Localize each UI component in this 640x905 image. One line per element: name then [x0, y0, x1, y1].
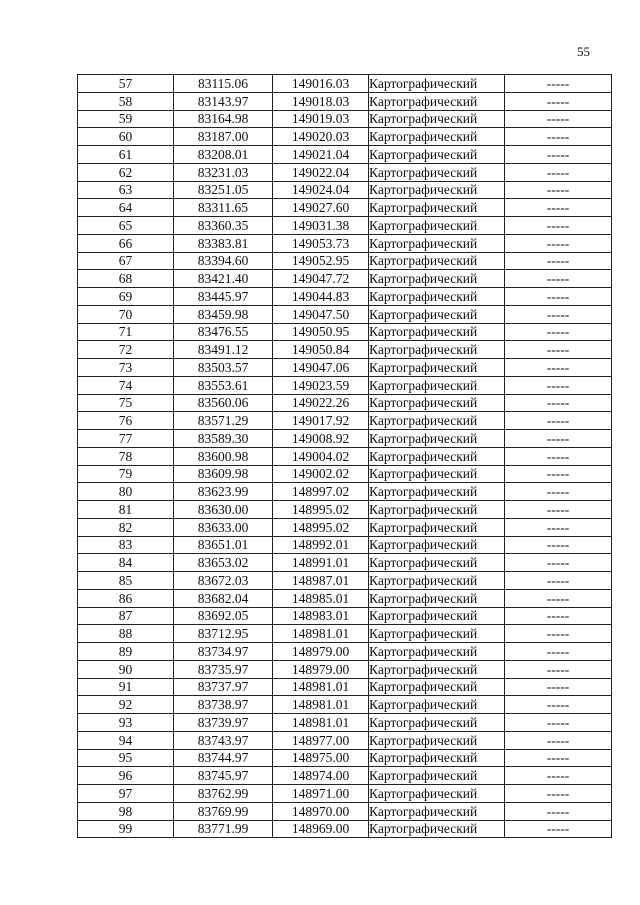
method-cell: Картографический: [369, 643, 505, 661]
x-coordinate-cell: 83311.65: [174, 199, 273, 217]
accuracy-cell: -----: [505, 501, 612, 519]
x-coordinate-cell: 83771.99: [174, 820, 273, 838]
y-coordinate-cell: 148987.01: [273, 572, 369, 590]
x-coordinate-cell: 83712.95: [174, 625, 273, 643]
point-number-cell: 78: [78, 447, 174, 465]
x-coordinate-cell: 83682.04: [174, 589, 273, 607]
table-row: [78, 341, 612, 359]
y-coordinate-cell: 149050.95: [273, 323, 369, 341]
method-cell: Картографический: [369, 359, 505, 377]
point-number-cell: 99: [78, 820, 174, 838]
point-number-cell: 76: [78, 412, 174, 430]
table-row: [78, 572, 612, 590]
y-coordinate-cell: 149053.73: [273, 234, 369, 252]
method-cell: Картографический: [369, 163, 505, 181]
method-cell: Картографический: [369, 110, 505, 128]
x-coordinate-cell: 83560.06: [174, 394, 273, 412]
accuracy-cell: -----: [505, 536, 612, 554]
accuracy-cell: -----: [505, 75, 612, 93]
table-row: [78, 785, 612, 803]
y-coordinate-cell: 149024.04: [273, 181, 369, 199]
y-coordinate-cell: 148981.01: [273, 678, 369, 696]
x-coordinate-cell: 83476.55: [174, 323, 273, 341]
y-coordinate-cell: 149019.03: [273, 110, 369, 128]
x-coordinate-cell: 83743.97: [174, 731, 273, 749]
point-number-cell: 57: [78, 75, 174, 93]
y-coordinate-cell: 149052.95: [273, 252, 369, 270]
accuracy-cell: -----: [505, 785, 612, 803]
method-cell: Картографический: [369, 92, 505, 110]
method-cell: Картографический: [369, 785, 505, 803]
method-cell: Картографический: [369, 75, 505, 93]
x-coordinate-cell: 83630.00: [174, 501, 273, 519]
point-number-cell: 67: [78, 252, 174, 270]
x-coordinate-cell: 83383.81: [174, 234, 273, 252]
x-coordinate-cell: 83737.97: [174, 678, 273, 696]
table-row: [78, 234, 612, 252]
point-number-cell: 69: [78, 288, 174, 306]
x-coordinate-cell: 83744.97: [174, 749, 273, 767]
point-number-cell: 73: [78, 359, 174, 377]
y-coordinate-cell: 149017.92: [273, 412, 369, 430]
point-number-cell: 81: [78, 501, 174, 519]
accuracy-cell: -----: [505, 234, 612, 252]
method-cell: Картографический: [369, 678, 505, 696]
method-cell: Картографический: [369, 412, 505, 430]
table-row: [78, 554, 612, 572]
table-row: [78, 731, 612, 749]
method-cell: Картографический: [369, 731, 505, 749]
x-coordinate-cell: 83445.97: [174, 288, 273, 306]
x-coordinate-cell: 83231.03: [174, 163, 273, 181]
accuracy-cell: -----: [505, 199, 612, 217]
table-row: [78, 110, 612, 128]
table-row: [78, 430, 612, 448]
accuracy-cell: -----: [505, 767, 612, 785]
accuracy-cell: -----: [505, 323, 612, 341]
y-coordinate-cell: 149047.50: [273, 305, 369, 323]
accuracy-cell: -----: [505, 92, 612, 110]
table-row: [78, 323, 612, 341]
y-coordinate-cell: 149022.26: [273, 394, 369, 412]
y-coordinate-cell: 149002.02: [273, 465, 369, 483]
point-number-cell: 58: [78, 92, 174, 110]
accuracy-cell: -----: [505, 128, 612, 146]
x-coordinate-cell: 83600.98: [174, 447, 273, 465]
accuracy-cell: -----: [505, 589, 612, 607]
y-coordinate-cell: 148975.00: [273, 749, 369, 767]
x-coordinate-cell: 83421.40: [174, 270, 273, 288]
point-number-cell: 97: [78, 785, 174, 803]
accuracy-cell: -----: [505, 394, 612, 412]
method-cell: Картографический: [369, 199, 505, 217]
method-cell: Картографический: [369, 625, 505, 643]
point-number-cell: 98: [78, 802, 174, 820]
accuracy-cell: -----: [505, 217, 612, 235]
x-coordinate-cell: 83394.60: [174, 252, 273, 270]
method-cell: Картографический: [369, 696, 505, 714]
point-number-cell: 87: [78, 607, 174, 625]
x-coordinate-cell: 83769.99: [174, 802, 273, 820]
y-coordinate-cell: 149004.02: [273, 447, 369, 465]
accuracy-cell: -----: [505, 163, 612, 181]
table-row: [78, 643, 612, 661]
y-coordinate-cell: 149031.38: [273, 217, 369, 235]
method-cell: Картографический: [369, 465, 505, 483]
y-coordinate-cell: 148991.01: [273, 554, 369, 572]
y-coordinate-cell: 148983.01: [273, 607, 369, 625]
y-coordinate-cell: 148971.00: [273, 785, 369, 803]
point-number-cell: 83: [78, 536, 174, 554]
table-row: [78, 181, 612, 199]
table-row: [78, 465, 612, 483]
x-coordinate-cell: 83745.97: [174, 767, 273, 785]
x-coordinate-cell: 83459.98: [174, 305, 273, 323]
y-coordinate-cell: 148969.00: [273, 820, 369, 838]
x-coordinate-cell: 83672.03: [174, 572, 273, 590]
y-coordinate-cell: 149023.59: [273, 376, 369, 394]
table-row: [78, 75, 612, 93]
y-coordinate-cell: 149016.03: [273, 75, 369, 93]
x-coordinate-cell: 83187.00: [174, 128, 273, 146]
accuracy-cell: -----: [505, 252, 612, 270]
x-coordinate-cell: 83651.01: [174, 536, 273, 554]
point-number-cell: 91: [78, 678, 174, 696]
table-row: [78, 447, 612, 465]
method-cell: Картографический: [369, 820, 505, 838]
y-coordinate-cell: 148979.00: [273, 660, 369, 678]
method-cell: Картографический: [369, 447, 505, 465]
table-row: [78, 376, 612, 394]
table-row: [78, 128, 612, 146]
x-coordinate-cell: 83609.98: [174, 465, 273, 483]
method-cell: Картографический: [369, 714, 505, 732]
x-coordinate-cell: 83208.01: [174, 146, 273, 164]
accuracy-cell: -----: [505, 820, 612, 838]
x-coordinate-cell: 83251.05: [174, 181, 273, 199]
y-coordinate-cell: 148995.02: [273, 518, 369, 536]
table-row: [78, 607, 612, 625]
y-coordinate-cell: 149050.84: [273, 341, 369, 359]
y-coordinate-cell: 148981.01: [273, 714, 369, 732]
table-row: [78, 483, 612, 501]
point-number-cell: 68: [78, 270, 174, 288]
point-number-cell: 59: [78, 110, 174, 128]
table-row: [78, 589, 612, 607]
method-cell: Картографический: [369, 430, 505, 448]
table-row: [78, 217, 612, 235]
accuracy-cell: -----: [505, 678, 612, 696]
accuracy-cell: -----: [505, 430, 612, 448]
point-number-cell: 79: [78, 465, 174, 483]
method-cell: Картографический: [369, 536, 505, 554]
y-coordinate-cell: 149021.04: [273, 146, 369, 164]
y-coordinate-cell: 149020.03: [273, 128, 369, 146]
table-row: [78, 270, 612, 288]
method-cell: Картографический: [369, 572, 505, 590]
accuracy-cell: -----: [505, 181, 612, 199]
table-row: [78, 696, 612, 714]
point-number-cell: 62: [78, 163, 174, 181]
accuracy-cell: -----: [505, 554, 612, 572]
y-coordinate-cell: 148985.01: [273, 589, 369, 607]
y-coordinate-cell: 148970.00: [273, 802, 369, 820]
point-number-cell: 90: [78, 660, 174, 678]
x-coordinate-cell: 83360.35: [174, 217, 273, 235]
accuracy-cell: -----: [505, 359, 612, 377]
y-coordinate-cell: 149047.06: [273, 359, 369, 377]
y-coordinate-cell: 148977.00: [273, 731, 369, 749]
y-coordinate-cell: 148997.02: [273, 483, 369, 501]
point-number-cell: 86: [78, 589, 174, 607]
table-row: [78, 660, 612, 678]
point-number-cell: 82: [78, 518, 174, 536]
method-cell: Картографический: [369, 270, 505, 288]
x-coordinate-cell: 83762.99: [174, 785, 273, 803]
point-number-cell: 75: [78, 394, 174, 412]
method-cell: Картографический: [369, 217, 505, 235]
point-number-cell: 92: [78, 696, 174, 714]
y-coordinate-cell: 148974.00: [273, 767, 369, 785]
table-row: [78, 252, 612, 270]
table-row: [78, 501, 612, 519]
point-number-cell: 66: [78, 234, 174, 252]
x-coordinate-cell: 83623.99: [174, 483, 273, 501]
method-cell: Картографический: [369, 749, 505, 767]
point-number-cell: 85: [78, 572, 174, 590]
accuracy-cell: -----: [505, 376, 612, 394]
x-coordinate-cell: 83692.05: [174, 607, 273, 625]
point-number-cell: 96: [78, 767, 174, 785]
y-coordinate-cell: 148981.01: [273, 625, 369, 643]
method-cell: Картографический: [369, 146, 505, 164]
point-number-cell: 93: [78, 714, 174, 732]
table-row: [78, 92, 612, 110]
accuracy-cell: -----: [505, 802, 612, 820]
accuracy-cell: -----: [505, 412, 612, 430]
method-cell: Картографический: [369, 554, 505, 572]
x-coordinate-cell: 83503.57: [174, 359, 273, 377]
method-cell: Картографический: [369, 128, 505, 146]
accuracy-cell: -----: [505, 625, 612, 643]
x-coordinate-cell: 83653.02: [174, 554, 273, 572]
accuracy-cell: -----: [505, 341, 612, 359]
table-row: [78, 749, 612, 767]
point-number-cell: 74: [78, 376, 174, 394]
method-cell: Картографический: [369, 607, 505, 625]
method-cell: Картографический: [369, 394, 505, 412]
table-row: [78, 163, 612, 181]
x-coordinate-cell: 83491.12: [174, 341, 273, 359]
accuracy-cell: -----: [505, 146, 612, 164]
table-row: [78, 199, 612, 217]
method-cell: Картографический: [369, 181, 505, 199]
table-row: [78, 412, 612, 430]
point-number-cell: 70: [78, 305, 174, 323]
accuracy-cell: -----: [505, 643, 612, 661]
table-row: [78, 820, 612, 838]
table-row: [78, 536, 612, 554]
point-number-cell: 72: [78, 341, 174, 359]
method-cell: Картографический: [369, 252, 505, 270]
point-number-cell: 77: [78, 430, 174, 448]
accuracy-cell: -----: [505, 518, 612, 536]
accuracy-cell: -----: [505, 288, 612, 306]
accuracy-cell: -----: [505, 749, 612, 767]
point-number-cell: 63: [78, 181, 174, 199]
point-number-cell: 94: [78, 731, 174, 749]
method-cell: Картографический: [369, 288, 505, 306]
accuracy-cell: -----: [505, 696, 612, 714]
accuracy-cell: -----: [505, 714, 612, 732]
y-coordinate-cell: 148979.00: [273, 643, 369, 661]
x-coordinate-cell: 83735.97: [174, 660, 273, 678]
y-coordinate-cell: 149027.60: [273, 199, 369, 217]
method-cell: Картографический: [369, 305, 505, 323]
method-cell: Картографический: [369, 341, 505, 359]
y-coordinate-cell: 149018.03: [273, 92, 369, 110]
point-number-cell: 71: [78, 323, 174, 341]
accuracy-cell: -----: [505, 572, 612, 590]
accuracy-cell: -----: [505, 483, 612, 501]
method-cell: Картографический: [369, 323, 505, 341]
x-coordinate-cell: 83164.98: [174, 110, 273, 128]
table-row: [78, 359, 612, 377]
accuracy-cell: -----: [505, 305, 612, 323]
point-number-cell: 64: [78, 199, 174, 217]
table-row: [78, 146, 612, 164]
table-row: [78, 625, 612, 643]
method-cell: Картографический: [369, 376, 505, 394]
method-cell: Картографический: [369, 501, 505, 519]
method-cell: Картографический: [369, 518, 505, 536]
x-coordinate-cell: 83143.97: [174, 92, 273, 110]
coordinates-table: [77, 74, 612, 838]
y-coordinate-cell: 149022.04: [273, 163, 369, 181]
method-cell: Картографический: [369, 767, 505, 785]
accuracy-cell: -----: [505, 110, 612, 128]
table-row: [78, 394, 612, 412]
point-number-cell: 61: [78, 146, 174, 164]
x-coordinate-cell: 83589.30: [174, 430, 273, 448]
table-row: [78, 678, 612, 696]
accuracy-cell: -----: [505, 465, 612, 483]
method-cell: Картографический: [369, 589, 505, 607]
y-coordinate-cell: 148981.01: [273, 696, 369, 714]
point-number-cell: 80: [78, 483, 174, 501]
y-coordinate-cell: 148995.02: [273, 501, 369, 519]
x-coordinate-cell: 83115.06: [174, 75, 273, 93]
table-row: [78, 802, 612, 820]
x-coordinate-cell: 83738.97: [174, 696, 273, 714]
point-number-cell: 65: [78, 217, 174, 235]
page-number: 55: [577, 44, 590, 59]
y-coordinate-cell: 149047.72: [273, 270, 369, 288]
x-coordinate-cell: 83734.97: [174, 643, 273, 661]
x-coordinate-cell: 83571.29: [174, 412, 273, 430]
table-row: [78, 767, 612, 785]
method-cell: Картографический: [369, 483, 505, 501]
y-coordinate-cell: 149008.92: [273, 430, 369, 448]
point-number-cell: 60: [78, 128, 174, 146]
method-cell: Картографический: [369, 660, 505, 678]
x-coordinate-cell: 83553.61: [174, 376, 273, 394]
accuracy-cell: -----: [505, 660, 612, 678]
table-row: [78, 714, 612, 732]
point-number-cell: 88: [78, 625, 174, 643]
accuracy-cell: -----: [505, 270, 612, 288]
y-coordinate-cell: 149044.83: [273, 288, 369, 306]
x-coordinate-cell: 83739.97: [174, 714, 273, 732]
accuracy-cell: -----: [505, 731, 612, 749]
coordinates-table-body: [78, 75, 612, 838]
y-coordinate-cell: 148992.01: [273, 536, 369, 554]
accuracy-cell: -----: [505, 607, 612, 625]
table-row: [78, 518, 612, 536]
method-cell: Картографический: [369, 234, 505, 252]
table-row: [78, 305, 612, 323]
point-number-cell: 89: [78, 643, 174, 661]
x-coordinate-cell: 83633.00: [174, 518, 273, 536]
point-number-cell: 95: [78, 749, 174, 767]
accuracy-cell: -----: [505, 447, 612, 465]
point-number-cell: 84: [78, 554, 174, 572]
table-row: [78, 288, 612, 306]
method-cell: Картографический: [369, 802, 505, 820]
